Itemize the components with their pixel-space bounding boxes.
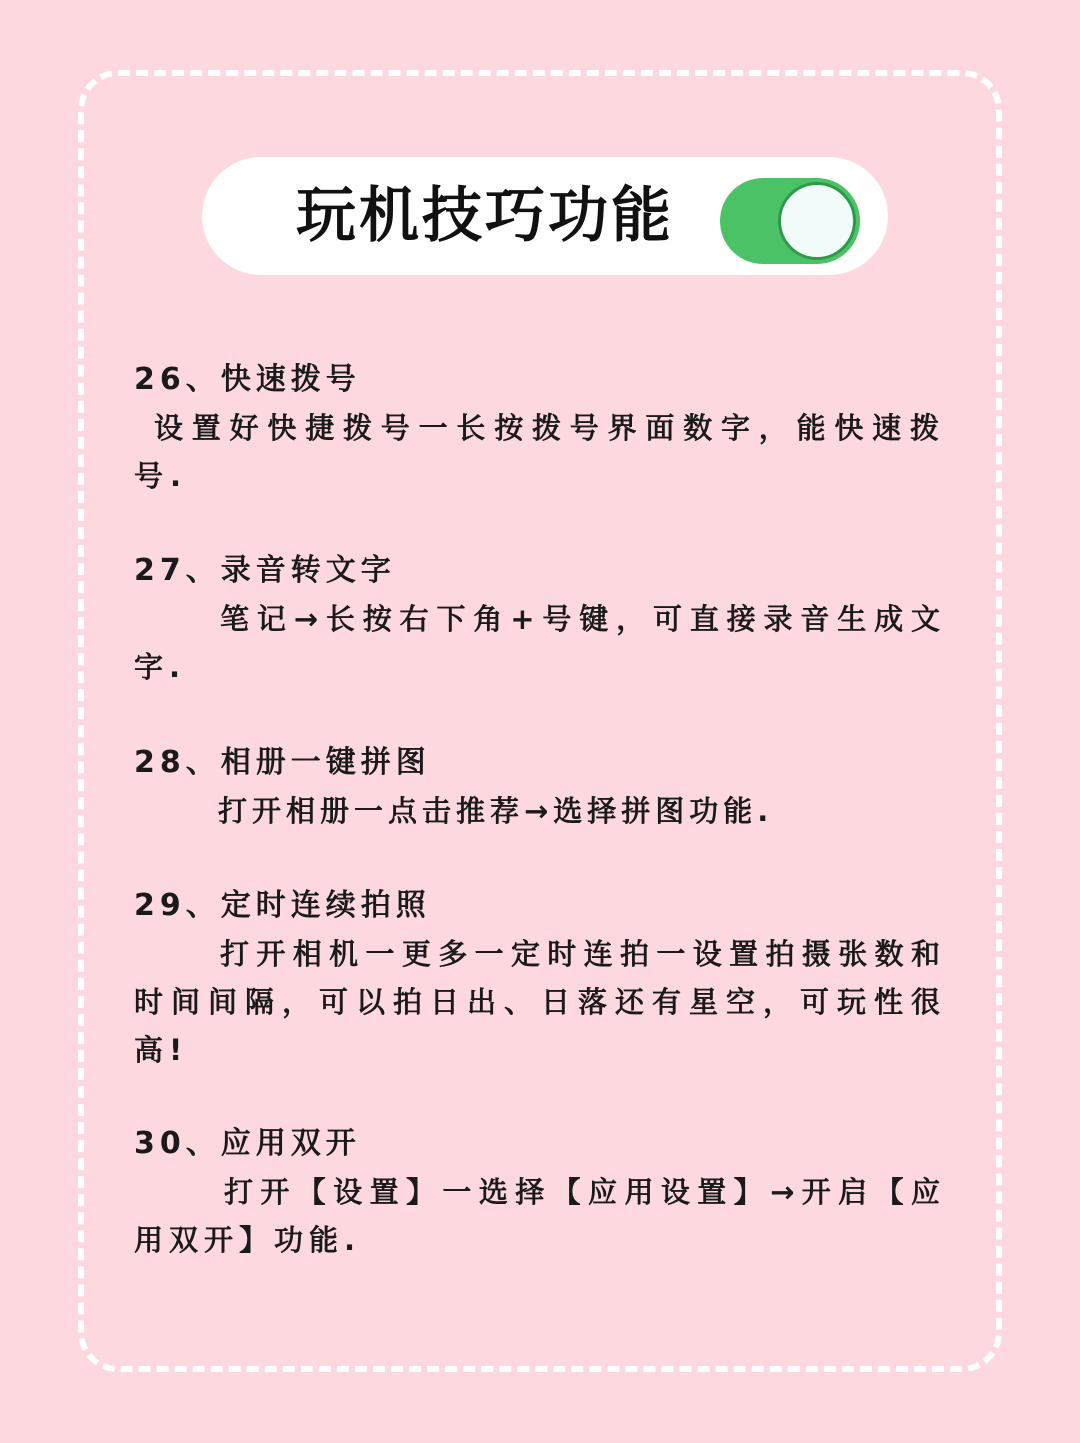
- tip-heading: 30、应用双开: [134, 1126, 361, 1161]
- tip-item-27: [134, 547, 946, 691]
- toggle-knob: [778, 182, 856, 260]
- tip-item-28: [134, 739, 946, 835]
- tip-item-30: [134, 1120, 946, 1264]
- tip-item-29: [134, 882, 946, 1074]
- tip-heading: 29、定时连续拍照: [134, 888, 431, 923]
- tip-heading: 27、录音转文字: [134, 553, 396, 588]
- tip-heading: 28、相册一键拼图: [134, 745, 431, 780]
- tip-body: 打开相机一更多一定时连拍一设置拍摄张数和时间间隔，可以拍日出、日落还有星空，可玩性很高!: [134, 937, 946, 1067]
- tip-body: 笔记→长按右下角+号键，可直接录音生成文字.: [134, 602, 946, 684]
- tip-heading: 26、快速拨号: [134, 362, 361, 397]
- tip-item-26: [134, 356, 946, 500]
- tip-body: 打开【设置】一选择【应用设置】→开启【应用双开】功能.: [134, 1175, 946, 1257]
- page-title: 玩机技巧功能: [296, 181, 674, 251]
- toggle-switch-icon: [720, 178, 860, 264]
- tip-body: 设置好快捷拨号一长按拨号界面数字，能快速拨号.: [134, 411, 946, 493]
- tip-body: 打开相册一点击推荐→选择拼图功能.: [218, 794, 774, 828]
